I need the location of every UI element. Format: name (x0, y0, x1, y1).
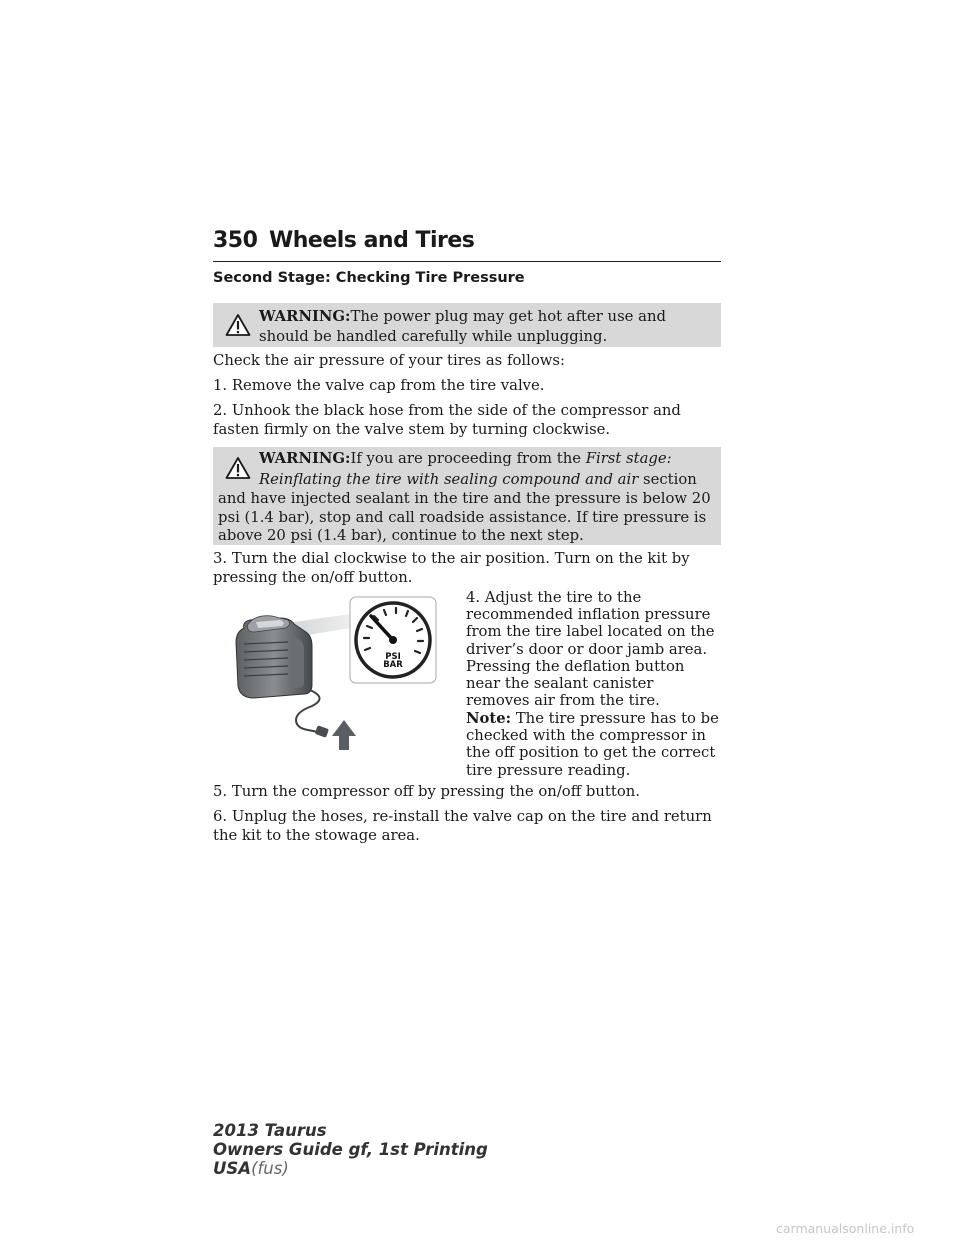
warning-triangle-icon (225, 313, 251, 337)
header-rule (213, 261, 721, 262)
warning-body-b: section (638, 470, 697, 488)
note (466, 710, 721, 779)
watermark: carmanualsonline.info (776, 1221, 915, 1236)
page-title: Wheels and Tires (269, 228, 475, 253)
step-3: 3. Turn the dial clockwise to the air position. Turn on the kit by pressing the on/off button. (213, 550, 690, 586)
compressor-gauge-illustration (232, 594, 439, 756)
warning-reference: First stage: Reinflating the tire with sealing compound and air (259, 450, 672, 488)
warning-label: WARNING: (259, 308, 351, 325)
footer-line-2: Owners Guide gf, 1st Printing (213, 1140, 488, 1159)
warning-text (259, 307, 714, 347)
gauge-label-psi: PSI (385, 652, 401, 662)
warning-box (213, 303, 721, 347)
pressure-gauge-icon (350, 597, 436, 683)
page-footer (213, 1121, 488, 1178)
footer-code: (fus) (251, 1159, 289, 1178)
warning-triangle-icon (225, 456, 251, 480)
warning-box (213, 447, 721, 545)
section-heading: Second Stage: Checking Tire Pressure (213, 270, 525, 286)
arrow-up-icon (332, 720, 356, 750)
warning-body-a: If you are proceeding from the (350, 450, 586, 467)
warning-body: The power plug may get hot after use and should be handled carefully while unplugging. (259, 308, 666, 345)
compressor-icon (236, 616, 312, 698)
page-number: 350 (213, 228, 258, 253)
step-5: 5. Turn the compressor off by pressing the on/off button. (213, 783, 640, 800)
intro-text: Check the air pressure of your tires as follows: (213, 352, 565, 369)
warning-text-continued: and have injected sealant in the tire and the pressure is below 20 psi (1.4 bar), stop and call roadside assistance. If tire pressure is above 20 psi (1.4 bar), continue to the next step. (218, 490, 711, 544)
note-text: The tire pressure has to be checked with the compressor in the off position to get the correct tire pressure reading. (466, 710, 719, 779)
footer-region: USA (213, 1159, 252, 1178)
footer-line-3 (213, 1159, 488, 1178)
warning-text (259, 449, 714, 490)
step-4: 4. Adjust the tire to the recommended inflation pressure from the tire label located on the driver’s door or door jamb area. Pressing the deflation button near the sealant canister removes air from the tire. (466, 589, 715, 710)
footer-line-1: 2013 Taurus (213, 1121, 327, 1140)
step-2: 2. Unhook the black hose from the side of the compressor and fasten firmly on the valve stem by turning clockwise. (213, 402, 681, 438)
note-label: Note: (466, 710, 512, 727)
step-1: 1. Remove the valve cap from the tire valve. (213, 377, 545, 394)
step-6: 6. Unplug the hoses, re-install the valve cap on the tire and return the kit to the stowage area. (213, 808, 712, 844)
page-header (213, 228, 721, 262)
valve-connector-icon (315, 725, 329, 738)
gauge-label-bar: BAR (383, 660, 403, 670)
warning-label: WARNING: (259, 450, 351, 467)
hose-icon (296, 690, 320, 732)
